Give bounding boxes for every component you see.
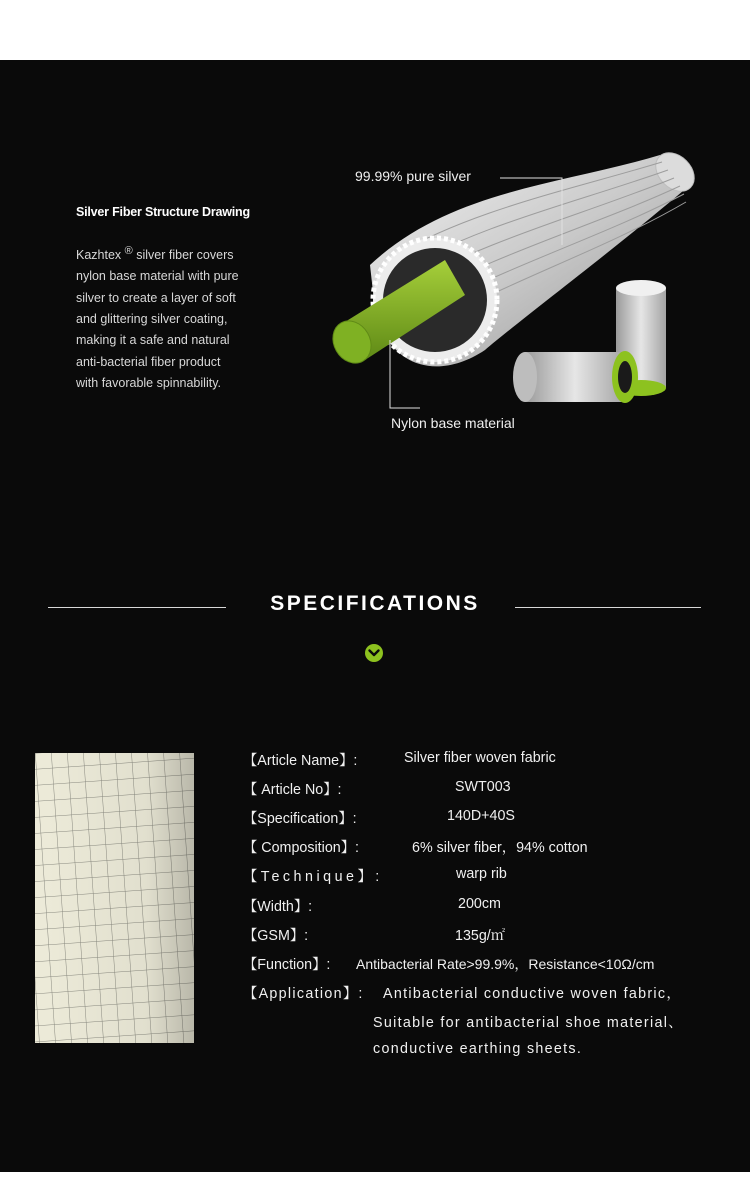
spec-key: 【Function】:	[243, 957, 331, 973]
fiber-structure-illustration	[320, 150, 700, 440]
spec-key: 【Width】:	[243, 899, 313, 915]
fabric-sample-image	[35, 753, 194, 1043]
chevron-down-circle-icon	[364, 643, 384, 663]
spec-value: Silver fiber woven fabric	[404, 750, 556, 766]
registered-mark: ®	[124, 245, 133, 257]
spec-value: Suitable for antibacterial shoe material、	[373, 1015, 684, 1031]
spec-key: 【Technique】:	[243, 869, 383, 885]
spec-value: 6% silver fiber，94% cotton	[412, 840, 588, 856]
brand-name: Kazhtex	[76, 248, 122, 263]
spec-value: conductive earthing sheets.	[373, 1041, 583, 1057]
description-line: and glittering silver coating,	[76, 312, 228, 327]
spec-value: Antibacterial Rate>99.9%，Resistance<10Ω/cm	[356, 956, 655, 972]
description-line: silver fiber covers	[132, 248, 234, 263]
spec-value: warp rib	[456, 866, 507, 882]
description-line: with favorable spinnability.	[76, 375, 221, 390]
spec-key: 【Application】:	[243, 986, 364, 1002]
spool-lying	[513, 351, 638, 403]
description-line: anti-bacterial fiber product	[76, 354, 221, 369]
label-pure-silver: 99.99% pure silver	[355, 168, 471, 184]
spec-key: 【 Article No】:	[243, 782, 342, 798]
fiber-description	[76, 241, 276, 394]
description-line: nylon base material with pure	[76, 269, 239, 284]
spec-value: 135g/㎡	[455, 928, 506, 944]
spec-key: 【Specification】:	[243, 811, 357, 827]
description-line: silver to create a layer of soft	[76, 290, 236, 305]
spec-key: 【Article Name】:	[243, 753, 358, 769]
description-line: making it a safe and natural	[76, 333, 230, 348]
label-nylon-base: Nylon base material	[391, 415, 515, 431]
spec-value: Antibacterial conductive woven fabric，	[383, 986, 682, 1002]
spec-application-line	[373, 1012, 684, 1032]
spec-key: 【 Composition】:	[243, 840, 360, 856]
spec-value: 140D+40S	[447, 808, 515, 824]
spec-application-line	[373, 1041, 582, 1057]
spec-key: 【GSM】:	[243, 928, 309, 944]
spec-value: 200cm	[458, 896, 501, 912]
spec-value: SWT003	[455, 779, 511, 795]
structure-drawing-title: Silver Fiber Structure Drawing	[76, 205, 250, 219]
specifications-heading: SPECIFICATIONS	[270, 592, 480, 615]
